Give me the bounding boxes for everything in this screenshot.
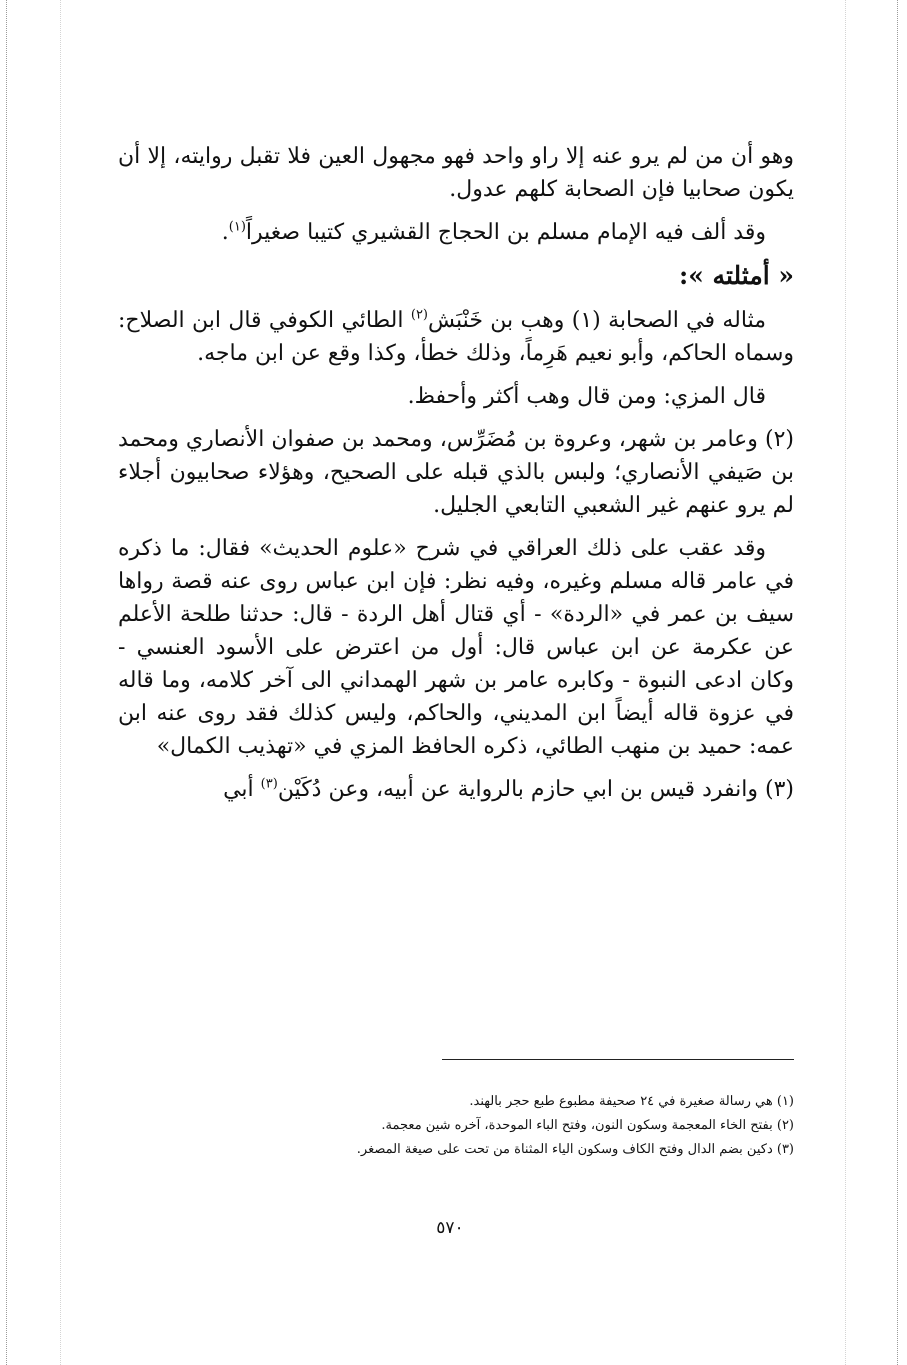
scan-left-edge: [6, 0, 7, 1365]
footnote: (٣) دكين بضم الدال وفتح الكاف وسكون الياء المثناة من تحت على صيغة المصغر.: [356, 1142, 794, 1157]
footnote-ref: (١): [228, 219, 246, 235]
footnote: (٢) بفتح الخاء المعجمة وسكون النون، وفتح الباء الموحدة، آخره شين معجمة.: [381, 1118, 794, 1133]
footnote-ref: (٣): [260, 776, 278, 792]
paragraph-text: الطائي الكوفي قال ابن الصلاح: وسماه الحاكم، وأبو نعيم هَرِماً، وذلك خطأ، وكذا وقع عن ابن ماجه.: [118, 308, 794, 366]
paragraph: (٢) وعامر بن شهر، وعروة بن مُضَرِّس، ومحمد بن صفوان الأنصاري ومحمد بن صَيفي الأنصاري؛ ولبس بالذي قبله على الصحيح، وهؤلاء صحابيون أجلاء لم يرو عنهم غير الشعبي التابعي الجليل.: [118, 427, 794, 518]
paragraph-text: أبي: [223, 777, 261, 802]
scan-guide-line: [60, 0, 61, 1365]
footnote-ref: (٢): [410, 307, 428, 323]
paragraph-text: (٣) وانفرد قيس بن ابي حازم بالرواية عن أبيه، وعن دُكَيْن: [277, 777, 794, 802]
scan-right-edge: [897, 0, 898, 1365]
paragraph: [118, 773, 794, 806]
paragraph-text: وقد ألف فيه الإمام مسلم بن الحجاج القشيري كتيبا صغيراً: [245, 220, 766, 245]
page-number: ٥٧٠: [436, 1218, 464, 1238]
paragraph: وقد ألف فيه الإمام مسلم بن الحجاج القشيري كتيبا صغيراً$^{(١)}$.: [221, 219, 766, 245]
paragraph-text: مثاله في الصحابة (١) وهب بن خَنْبَش: [428, 308, 767, 333]
paragraph: وهو أن من لم يرو عنه إلا راو واحد فهو مجهول العين فلا تقبل روايته، إلا أن يكون صحابيا فإن الصحابة كلهم عدول.: [118, 144, 794, 202]
paragraph: وقد عقب على ذلك العراقي في شرح «علوم الحديث» فقال: ما ذكره في عامر قاله مسلم وغيره، وفيه نظر: فإن ابن عباس روى عنه قصة رواها سيف بن عمر في «الردة» - أي قتال أهل الردة - قال: حدثنا طلحة الأعلم عن عكرمة عن ابن عباس قال: أول من اعترض على الأسود العنسي - وكان ادعى النبوة - وكابره عامر بن شهر الهمداني الى آخر كلامه، وما قاله في عزوة قاله أيضاً ابن المديني، والحاكم، وليس كذلك فقد روى عنه ابن عمه: حميد بن منهب الطائي، ذكره الحافظ المزي في «تهذيب الكمال»: [118, 536, 794, 759]
footnote: (١) هي رسالة صغيرة في ٢٤ صحيفة مطبوع طبع حجر بالهند.: [469, 1094, 794, 1109]
footnotes: [230, 1090, 794, 1162]
main-text: [118, 140, 794, 806]
section-heading: « أمثلته »:: [679, 261, 794, 290]
paragraph: [118, 304, 794, 370]
footnote-separator: [442, 1059, 794, 1060]
paragraph: قال المزي: ومن قال وهب أكثر وأحفظ.: [407, 384, 766, 409]
scan-guide-line: [845, 0, 846, 1365]
